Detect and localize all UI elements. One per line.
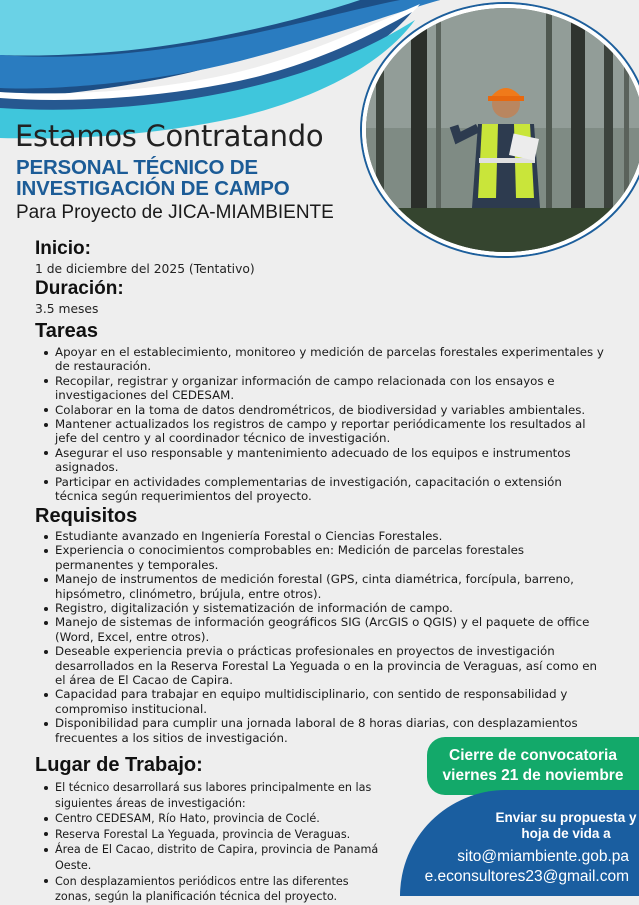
start-value: 1 de diciembre del 2025 (Tentativo) bbox=[35, 262, 255, 276]
list-item: Centro CEDESAM, Río Hato, provincia de Coclé. bbox=[38, 811, 383, 827]
job-title-line-1: PERSONAL TÉCNICO DE bbox=[16, 156, 258, 179]
list-item: Asegurar el uso responsable y mantenimiento adecuado de los equipos e instrumentos asignados. bbox=[38, 446, 608, 475]
list-item: Manejo de sistemas de información geográficos SIG (ArcGIS o QGIS) y el paquete de office (Word, Excel, entre otros). bbox=[38, 615, 606, 644]
job-title-line-2: INVESTIGACIÓN DE CAMPO bbox=[16, 177, 290, 200]
email-link-econsultores[interactable]: e.econsultores23@gmail.com bbox=[424, 868, 629, 885]
list-item: Mantener actualizados los registros de campo y reportar periódicamente los resultados al jefe del centro y al coordinador técnico de investigación. bbox=[38, 417, 608, 446]
header-photo bbox=[362, 4, 639, 256]
deadline-line-1: Cierre de convocatoria bbox=[449, 747, 617, 764]
workplace-heading: Lugar de Trabajo: bbox=[35, 754, 203, 776]
list-item: Capacidad para trabajar en equipo multidisciplinario, con sentido de responsabilidad y compromiso institucional. bbox=[38, 687, 606, 716]
list-item: Registro, digitalización y sistematización de información de campo. bbox=[38, 601, 606, 615]
list-item: Colaborar en la toma de datos dendrométricos, de biodiversidad y variables ambientales. bbox=[38, 403, 608, 417]
deadline-line-2: viernes 21 de noviembre bbox=[442, 767, 624, 784]
list-item: Reserva Forestal La Yeguada, provincia de Veraguas. bbox=[38, 827, 383, 843]
list-item: Experiencia o conocimientos comprobables en: Medición de parcelas forestales permanentes y temporales. bbox=[38, 543, 606, 572]
deadline-badge bbox=[427, 737, 639, 795]
requirements-heading: Requisitos bbox=[35, 505, 138, 527]
list-item: Manejo de instrumentos de medición forestal (GPS, cinta diamétrica, forcípula, barreno, hipsómetro, clinómetro, brújula, entre otros). bbox=[38, 572, 606, 601]
job-title bbox=[16, 157, 290, 199]
duration-value: 3.5 meses bbox=[35, 302, 99, 316]
tasks-list bbox=[38, 345, 608, 503]
requirements-list bbox=[38, 529, 606, 745]
email-link-miambiente[interactable]: sito@miambiente.gob.pa bbox=[457, 848, 629, 865]
list-item: Apoyar en el establecimiento, monitoreo y medición de parcelas forestales experimentales y de restauración. bbox=[38, 345, 608, 374]
list-item: Con desplazamientos periódicos entre las diferentes zonas, según la planificación técnica del proyecto. bbox=[38, 874, 383, 905]
list-item: Deseable experiencia previa o prácticas profesionales en proyectos de investigación desarrollados en la Reserva Forestal La Yeguada o en la provincia de Veraguas, así como en el área de El Cacao de Capira. bbox=[38, 644, 606, 687]
page-title: Estamos Contratando bbox=[15, 119, 324, 153]
duration-label: Duración: bbox=[35, 278, 124, 299]
contact-line-1: Enviar su propuesta y bbox=[495, 810, 637, 825]
start-label: Inicio: bbox=[35, 238, 91, 259]
list-item: Participar en actividades complementarias de investigación, capacitación o extensión técnica según requerimientos del proyecto. bbox=[38, 475, 608, 504]
list-item: El técnico desarrollará sus labores principalmente en las siguientes áreas de investigación: bbox=[38, 780, 383, 811]
contact-instructions bbox=[486, 810, 639, 842]
workplace-list bbox=[38, 780, 383, 905]
forest-worker-image bbox=[366, 8, 639, 252]
list-item: Estudiante avanzado en Ingeniería Forestal o Ciencias Forestales. bbox=[38, 529, 606, 543]
contact-line-2: hoja de vida a bbox=[521, 826, 611, 841]
list-item: Recopilar, registrar y organizar información de campo relacionada con los ensayos e investigaciones del CEDESAM. bbox=[38, 374, 608, 403]
tasks-heading: Tareas bbox=[35, 320, 99, 342]
list-item: Área de El Cacao, distrito de Capira, provincia de Panamá Oeste. bbox=[38, 842, 383, 873]
project-name: Para Proyecto de JICA-MIAMBIENTE bbox=[16, 202, 334, 223]
list-item: Disponibilidad para cumplir una jornada laboral de 8 horas diarias, con desplazamientos frecuentes a los sitios de investigación. bbox=[38, 716, 606, 745]
